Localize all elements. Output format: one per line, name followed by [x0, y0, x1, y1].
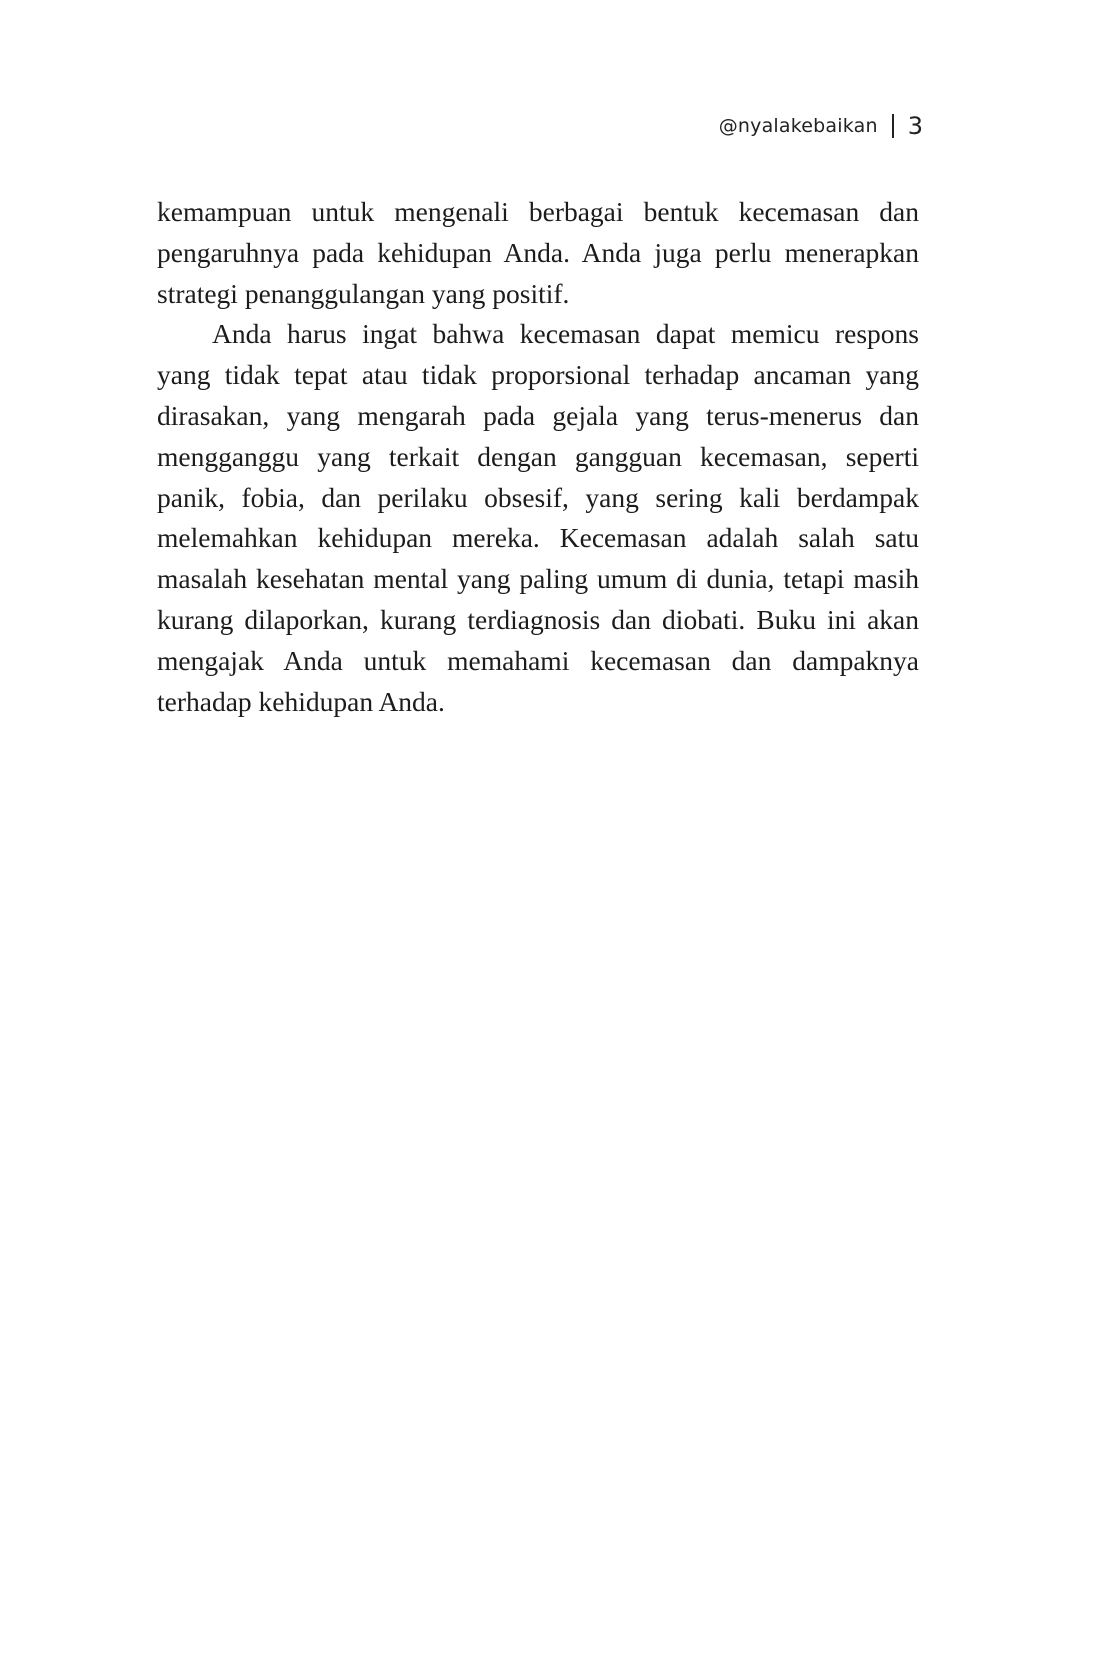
- paragraph-continued: kemampuan untuk mengenali berbagai bentuk kecemasan dan pengaruhnya pada kehidupan Anda. Anda juga perlu menerapkan strategi penanggulangan yang positif.: [157, 196, 919, 309]
- social-handle: @nyalakebaikan: [718, 115, 878, 137]
- body-text: [157, 192, 919, 722]
- header-separator: [892, 114, 894, 138]
- running-header: [719, 112, 923, 140]
- paragraph: Anda harus ingat bahwa kecemasan dapat memicu respons yang tidak tepat atau tidak proporsional terhadap ancaman yang dirasakan, yang mengarah pada gejala yang terus-menerus dan mengganggu yang terkait dengan gangguan kecemasan, seperti panik, fobia, dan perilaku obsesif, yang sering kali berdampak melemahkan kehidupan mereka. Kecemasan adalah salah satu masalah kesehatan mental yang paling umum di dunia, tetapi masih kurang dilaporkan, kurang terdiagnosis dan diobati. Buku ini akan mengajak Anda untuk memahami kecemasan dan dampaknya terhadap kehidupan Anda.: [157, 318, 919, 717]
- page-number: 3: [907, 112, 923, 140]
